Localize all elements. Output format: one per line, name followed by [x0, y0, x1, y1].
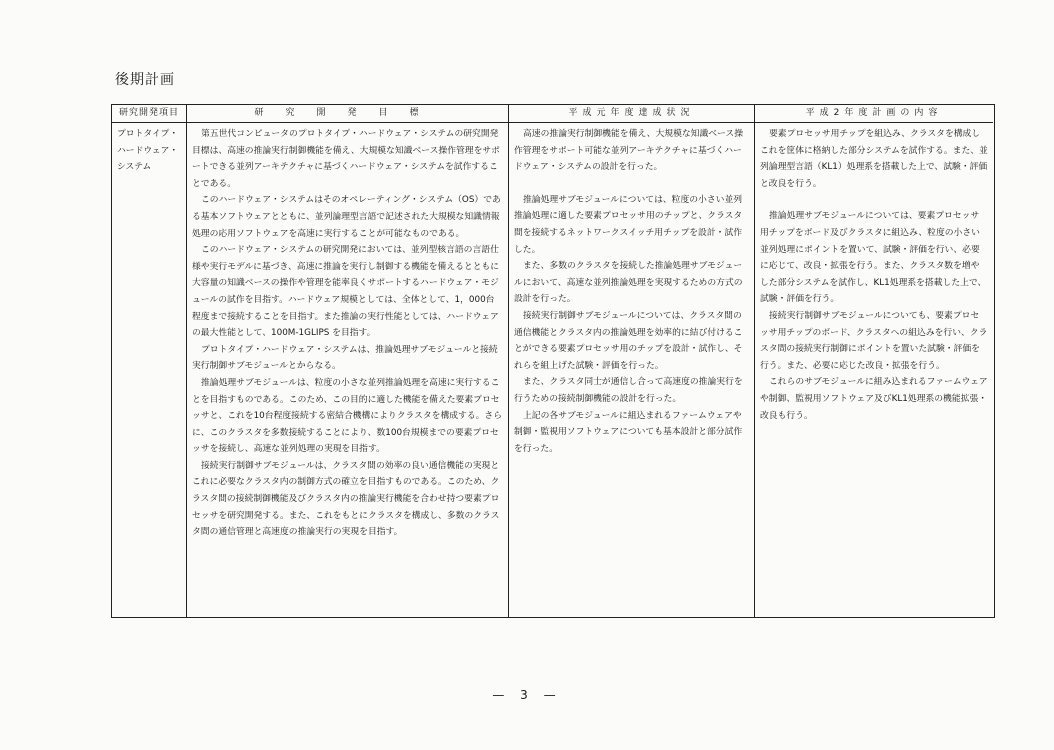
- item-label-line: ハードウェア・: [117, 145, 179, 156]
- plan-column: [754, 105, 993, 617]
- achieved-paragraph: また、多数のクラスタを接続した推論処理サブモジュールにおいて、高速な並列推論処理を実現するための方式の設計を行った。: [514, 261, 743, 305]
- achieved-paragraph: また、クラスタ同士が通信し合って高速度の推論実行を行うための接続制御機能の設計を行った。: [514, 377, 743, 404]
- achieved-paragraph: 推論処理サブモジュールについては、粒度の小さい並列推論処理に適した要素プロセッサ用のチップと、クラスタ間を接続するネットワークスイッチ用チップを設計・試作した。: [514, 194, 743, 255]
- header-plan: 平成2年度計画の内容: [755, 105, 993, 123]
- plan-paragraph: 推論処理サブモジュールについては、要素プロセッサ用チップをボード及びクラスタに組込み、粒度の小さい並列処理にポイントを置いて、試験・評価を行い、必要に応じて、改良・拡張を行う。また、クラスタ数を増やした部分システムを試作し、KL1処理系を搭載した上で、試験・評価を行う。: [760, 211, 987, 305]
- goal-paragraph: このハードウェア・システムの研究開発においては、並列型核言語の言語仕様や実行モデルに基づき、高速に推論を実行し制御する機能を備えるとともに大容量の知識ベースの操作や管理を能率良くサポートするハードウェア・モジュールの試作を目指す。ハードウェア規模としては、全体として、1，000台程度まで接続することを目指す。また推論の実行性能としては、ハードウェアの最大性能として、100M-1GLIPS を目指す。: [192, 245, 500, 339]
- item-label-line: システム: [117, 162, 152, 173]
- achieved-paragraph: 接続実行制御サブモジュールについては、クラスタ間の通信機能とクラスタ内の推論処理を効率的に結び付けることができる要素プロセッサ用のチップを設計・試作し、それらを組上げた試験・評価を行った。: [514, 310, 743, 371]
- goal-paragraph: このハードウェア・システムはそのオペレーティング・システム（OS）である基本ソフトウェアとともに、並列論理型言語で記述された大規模な知識情報処理の応用ソフトウェアを高速に実行することが可能なものである。: [192, 195, 501, 239]
- header-goal: 研究開発目標: [187, 105, 508, 123]
- item-label-line: プロトタイプ・: [117, 129, 179, 139]
- achieved-paragraph: 上記の各サブモジュールに組込まれるファームウェアや制御・監視用ソフトウェアについても基本設計と部分試作を行った。: [514, 410, 743, 454]
- page-number: — 3 —: [492, 688, 562, 702]
- achieved-column: [508, 105, 754, 617]
- item-column: [112, 105, 186, 617]
- page-title: 後期計画: [115, 72, 175, 88]
- goal-paragraph: 推論処理サブモジュールは、粒度の小さな並列推論処理を高速に実行することを目指すものである。このため、この目的に適した機能を備えた要素プロセッサと、これを10台程度接続する密結合機構によりクラスタを構成する。さらに、このクラスタを多数接続することにより、数100台規模までの要素プロセッサを接続し、高速な並列処理の実現を目指す。: [192, 377, 503, 455]
- header-item: 研究開発項目: [112, 105, 186, 123]
- header-achieved: 平成元年度達成状況: [509, 105, 754, 123]
- goal-paragraph: 第五世代コンピュータのプロトタイプ・ハードウェア・システムの研究開発目標は、高速の推論実行制御機能を備え、大規模な知識ベース操作管理をサポートできる並列アーキテクチャに基づくハードウェア・システムを試作することである。: [192, 129, 500, 189]
- plan-paragraph: 要素プロセッサ用チップを組込み、クラスタを構成しこれを筐体に格納した部分システムを試作する。また、並列論理型言語（KL1）処理系を搭載した上で、試験・評価と改良を行う。: [760, 129, 988, 189]
- goal-paragraph: プロトタイプ・ハードウェア・システムは、推論処理サブモジュールと接続実行制御サブモジュールとからなる。: [192, 344, 498, 372]
- plan-table: [111, 104, 995, 618]
- achieved-paragraph: 高速の推論実行制御機能を備え、大規模な知識ベース操作管理をサポート可能な並列アーキテクチャに基づくハードウェア・システムの設計を行った。: [514, 129, 744, 173]
- plan-paragraph: 接続実行制御サブモジュールについても、要素プロセッサ用チップのボード、クラスタへの組込みを行い、クラスタ間の接続実行制御にポイントを置いた試験・評価を行う。また、必要に応じた改良・拡張を行う。: [760, 310, 988, 371]
- goal-column: [186, 105, 508, 617]
- goal-paragraph: 接続実行制御サブモジュールは、クラスタ間の効率の良い通信機能の実現とこれに必要なクラスタ内の制御方式の確立を目指すものである。このため、クラスタ間の接続制御機能及びクラスタ内の推論実行機能を合わせ持つ要素プロセッサを研究開発する。また、これをもとにクラスタを構成し、多数のクラスタ間の通信管理と高速度の推論実行の実現を目指す。: [192, 460, 500, 538]
- plan-paragraph: これらのサブモジュールに組み込まれるファームウェアや制御、監視用ソフトウェア及びKL1処理系の機能拡張・改良も行う。: [760, 377, 988, 421]
